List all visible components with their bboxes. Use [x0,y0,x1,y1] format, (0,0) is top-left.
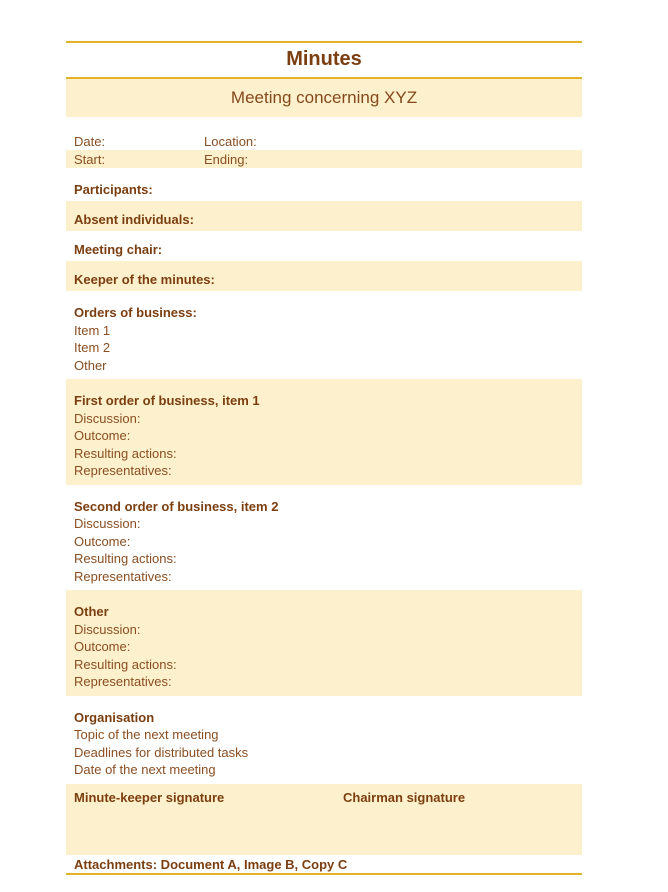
other-header: Other [74,604,109,619]
meeting-subtitle-banner: Meeting concerning XYZ [66,79,582,117]
signatures-block [66,784,582,855]
first-order-section [66,379,582,485]
discussion-field: Discussion: [74,516,141,531]
representatives-field: Representatives: [74,674,172,689]
location-label: Location: [204,133,257,149]
outcome-field: Outcome: [74,428,131,443]
keeper-of-minutes-row: Keeper of the minutes: [66,261,582,291]
orders-of-business-section [66,291,582,379]
organisation-header: Organisation [74,709,155,725]
minutes-document [66,41,582,875]
second-order-section [66,485,582,591]
resulting-actions-field: Resulting actions: [74,445,177,461]
meeting-chair-row: Meeting chair: [74,242,163,257]
ending-label: Ending: [204,151,249,167]
representatives-field: Representatives: [74,568,172,584]
order-item: Other [74,357,107,373]
minute-keeper-signature-label: Minute-keeper signature [74,789,225,805]
representatives-field: Representatives: [74,463,172,478]
participants-row: Participants: [74,182,153,197]
organisation-item: Topic of the next meeting [74,727,219,742]
attachments-row: Attachments: Document A, Image B, Copy C [74,856,348,872]
other-section [66,590,582,696]
outcome-field: Outcome: [74,533,131,549]
date-location-row [66,132,582,150]
resulting-actions-field: Resulting actions: [74,656,177,672]
organisation-section [66,696,582,784]
organisation-item: Deadlines for distributed tasks [74,744,249,760]
resulting-actions-field: Resulting actions: [74,551,177,566]
absent-individuals-row: Absent individuals: [66,201,582,231]
orders-of-business-header: Orders of business: [74,305,197,320]
bottom-rule [66,873,582,875]
organisation-item: Date of the next meeting [74,762,216,777]
page-title: Minutes [286,48,362,70]
first-order-header: First order of business, item 1 [74,393,260,408]
order-item: Item 1 [74,322,111,338]
outcome-field: Outcome: [74,639,131,654]
order-item: Item 2 [74,340,111,355]
start-label: Start: [74,151,106,167]
date-label: Date: [74,133,106,149]
second-order-header: Second order of business, item 2 [74,498,279,514]
chairman-signature-label: Chairman signature [343,789,466,805]
discussion-field: Discussion: [74,410,141,426]
start-ending-row [66,150,582,168]
discussion-field: Discussion: [74,621,141,637]
